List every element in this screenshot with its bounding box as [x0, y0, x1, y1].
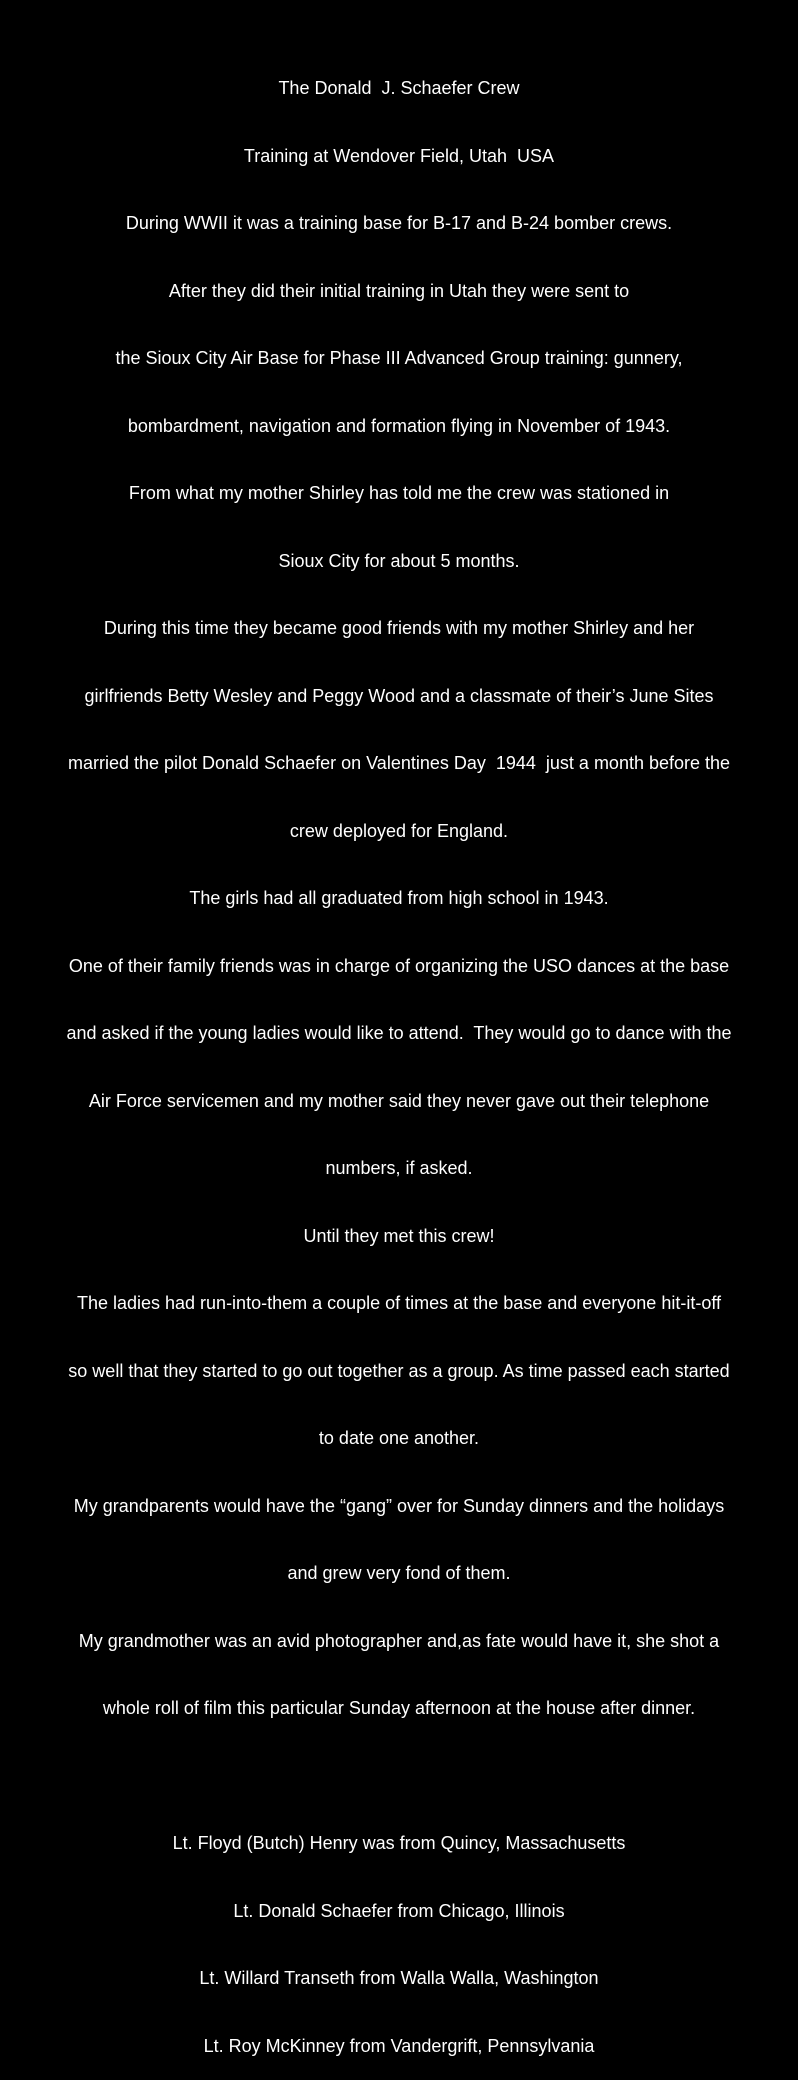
body-line: My grandmother was an avid photographer and,as fate would have it, she shot a: [78, 1630, 720, 1651]
body-line: The ladies had run-into-them a couple of times at the base and everyone hit-it-off: [76, 1293, 722, 1313]
body-line: crew deployed for England.: [289, 820, 509, 841]
body-line: During WWII it was a training base for B-17 and B-24 bomber crews.: [125, 213, 673, 233]
body-line: married the pilot Donald Schaefer on Valentines Day 1944 just a month before the: [67, 753, 731, 773]
crew-member-line: Lt. Floyd (Butch) Henry was from Quincy, Massachusetts: [172, 1833, 626, 1853]
body-line: From what my mother Shirley has told me the crew was stationed in: [128, 483, 670, 503]
body-line: My grandparents would have the “gang” over for Sunday dinners and the holidays: [73, 1495, 725, 1516]
body-line: Air Force servicemen and my mother said they never gave out their telephone: [88, 1090, 710, 1111]
subtitle-line: Training at Wendover Field, Utah USA: [243, 145, 555, 166]
body-line: so well that they started to go out together as a group. As time passed each started: [68, 1360, 730, 1381]
body-line: Until they met this crew!: [303, 1225, 495, 1246]
body-line: One of their family friends was in charge of organizing the USO dances at the base: [68, 955, 730, 976]
document-text: [0, 32, 798, 2080]
body-line: During this time they became good friends with my mother Shirley and her: [103, 618, 695, 638]
body-line: the Sioux City Air Base for Phase III Advanced Group training: gunnery,: [115, 348, 683, 368]
body-line: Sioux City for about 5 months.: [278, 550, 520, 571]
crew-member-line: Lt. Willard Transeth from Walla Walla, Washington: [199, 1968, 599, 1988]
body-line: numbers, if asked.: [325, 1158, 473, 1178]
body-line: After they did their initial training in Utah they were sent to: [168, 280, 630, 301]
body-line: and asked if the young ladies would like to attend. They would go to dance with the: [66, 1023, 732, 1043]
crew-member-line: Lt. Roy McKinney from Vandergrift, Pennsylvania: [203, 2035, 595, 2056]
title-line: The Donald J. Schaefer Crew: [278, 78, 520, 98]
body-line: to date one another.: [318, 1428, 480, 1448]
body-line: bombardment, navigation and formation flying in November of 1943.: [127, 415, 671, 436]
body-line: whole roll of film this particular Sunday afternoon at the house after dinner.: [102, 1698, 696, 1718]
body-line: The girls had all graduated from high school in 1943.: [189, 888, 609, 908]
crew-member-line: Lt. Donald Schaefer from Chicago, Illinois: [233, 1900, 565, 1921]
blank-line: [0, 1765, 798, 1788]
body-line: girlfriends Betty Wesley and Peggy Wood and a classmate of their’s June Sites: [84, 685, 714, 706]
body-line: and grew very fond of them.: [287, 1563, 511, 1583]
